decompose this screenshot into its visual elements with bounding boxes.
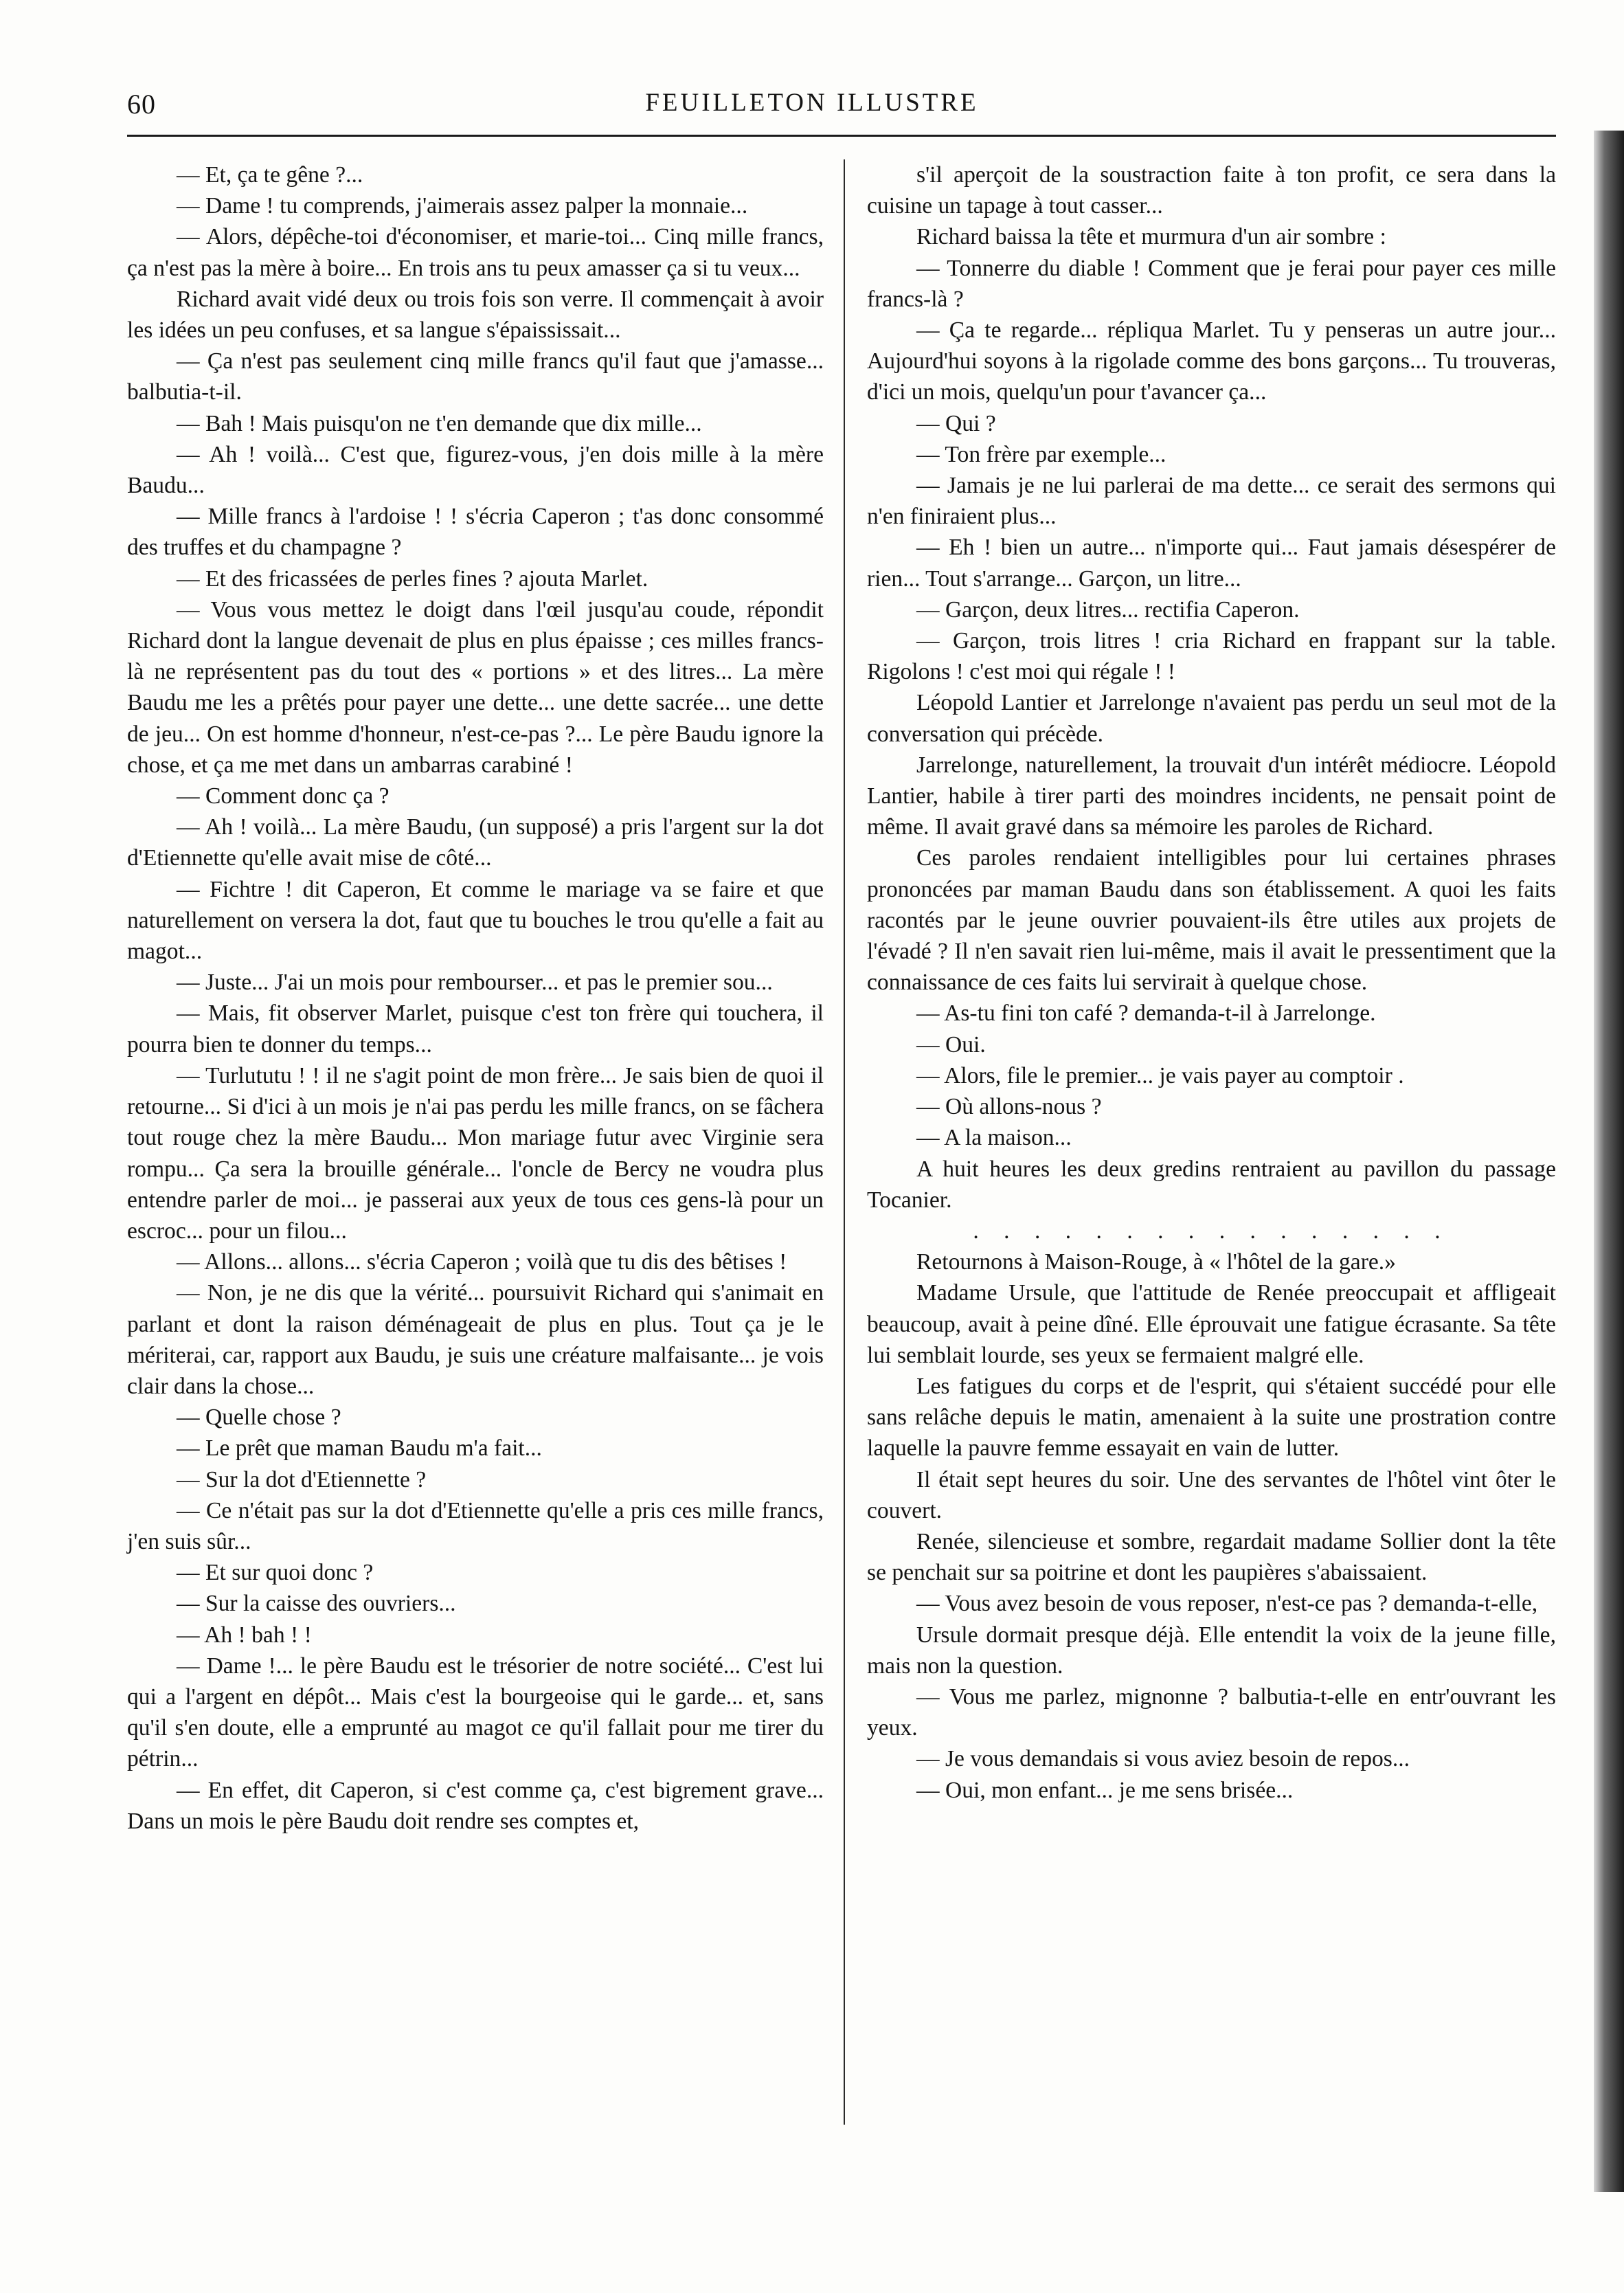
paragraph: — Quelle chose ? (177, 1405, 341, 1431)
paragraph: — Où allons-nous ? (916, 1094, 1102, 1120)
paragraph: Richard baissa la tête et murmura d'un air sombre : (916, 224, 1386, 250)
paragraph: — Jamais je ne lui parlerai de ma dette... ce serait des sermons qui n'en finiraient plus... (867, 473, 1556, 530)
paragraph: — Fichtre ! dit Caperon, Et comme le mariage va se faire et que naturellement on versera la dot, faut que tu bouches le trou qu'elle a fait au magot... (127, 876, 824, 965)
paragraph: A huit heures les deux gredins rentraient au pavillon du passage Tocanier. (867, 1156, 1556, 1213)
paragraph: — Sur la dot d'Etiennette ? (177, 1466, 427, 1492)
paragraph: — Bah ! Mais puisqu'on ne t'en demande que dix mille... (177, 410, 702, 436)
right-column (867, 159, 1556, 1806)
paragraph: Madame Ursule, que l'attitude de Renée preoccupait et affligeait beaucoup, avait à peine dîné. Elle éprouvait une fatigue écrasante. Sa tête lui semblait lourde, ses yeux se fermaient malgré elle. (867, 1280, 1556, 1368)
paragraph: — Vous me parlez, mignonne ? balbutia-t-elle en entr'ouvrant les yeux. (867, 1684, 1556, 1741)
paragraph: — Eh ! bien un autre... n'importe qui... Faut jamais désespérer de rien... Tout s'arrange... Garçon, un litre... (867, 535, 1556, 592)
paragraph: — Allons... allons... s'écria Caperon ; voilà que tu dis des bêtises ! (177, 1249, 787, 1275)
paragraph: — Je vous demandais si vous aviez besoin de repos... (916, 1746, 1410, 1772)
paragraph: Ces paroles rendaient intelligibles pour lui certaines phrases prononcées par maman Baudu dans son établissement. A quoi les faits racontés par le jeune ouvrier pouvaient-ils être utiles aux projets de l'évadé ? Il n'en savait rien lui-même, mais il avait le pressentiment que la connaissance de ces faits lui servirait à quelque chose. (867, 845, 1556, 996)
left-column (127, 159, 824, 1837)
paragraph: — Ah ! bah ! ! (177, 1622, 312, 1648)
paragraph: Richard avait vidé deux ou trois fois son verre. Il commençait à avoir les idées un peu confuses, et sa langue s'épaississait... (127, 286, 824, 344)
running-title: FEUILLETON ILLUSTRE (645, 89, 979, 117)
column-divider (844, 159, 845, 2125)
paragraph: Renée, silencieuse et sombre, regardait madame Sollier dont la tête se penchait sur sa poitrine et dont les paupières s'abaissaient. (867, 1528, 1556, 1586)
paragraph: — Qui ? (916, 410, 996, 436)
paragraph: — Garçon, trois litres ! cria Richard en frappant sur la table. Rigolons ! c'est moi qui régale ! ! (867, 628, 1556, 685)
paragraph: — Et sur quoi donc ? (177, 1560, 374, 1586)
paragraph: — Le prêt que maman Baudu m'a fait... (177, 1435, 542, 1462)
paragraph: — As-tu fini ton café ? demanda-t-il à Jarrelonge. (916, 1000, 1376, 1027)
page-edge-shadow (1594, 131, 1624, 2192)
paragraph: — Oui, mon enfant... je me sens brisée... (916, 1777, 1294, 1803)
paragraph: — Oui. (916, 1031, 986, 1058)
header-rule (127, 135, 1556, 137)
paragraph: — Ton frère par exemple... (916, 441, 1166, 467)
paragraph: . . . . . . . . . . . . . . . . (973, 1218, 1450, 1244)
paragraph: — Turlututu ! ! il ne s'agit point de mon frère... Je sais bien de quoi il retourne... Si d'ici à un mois je n'ai pas perdu les mille francs, on se fâchera tout rouge chez la mère Baudu... Mon mariage futur avec Virginie sera rompu... Ça sera la brouille générale... l'oncle de Bercy ne voudra plus entendre parler de moi... je passerai aux yeux de tous ces gens-là pour un escroc... pour un filou... (127, 1062, 824, 1244)
paragraph: — Vous avez besoin de vous reposer, n'est-ce pas ? demanda-t-elle, (916, 1591, 1538, 1617)
paragraph: Ursule dormait presque déjà. Elle entendit la voix de la jeune fille, mais non la question. (867, 1622, 1556, 1679)
paragraph: — Mille francs à l'ardoise ! ! s'écria Caperon ; t'as donc consommé des truffes et du champagne ? (127, 504, 824, 561)
paragraph: Jarrelonge, naturellement, la trouvait d'un intérêt médiocre. Léopold Lantier, habile à tirer parti des moindres incidents, ne pensait point de même. Il avait gravé dans sa mémoire les paroles de Richard. (867, 752, 1556, 840)
paragraph: Les fatigues du corps et de l'esprit, qui s'étaient succédé pour elle sans relâche depuis le matin, amenaient à la suite une prostration contre laquelle la pauvre femme essayait en vain de lutter. (867, 1373, 1556, 1462)
paragraph: — Ça n'est pas seulement cinq mille francs qu'il faut que j'amasse... balbutia-t-il. (127, 348, 824, 405)
paragraph: — Alors, dépêche-toi d'économiser, et marie-toi... Cinq mille francs, ça n'est pas la mère à boire... En trois ans tu peux amasser ça si tu veux... (127, 224, 824, 281)
paragraph: — Mais, fit observer Marlet, puisque c'est ton frère qui touchera, il pourra bien te donner du temps... (127, 1000, 824, 1058)
paragraph: Léopold Lantier et Jarrelonge n'avaient pas perdu un seul mot de la conversation qui précède. (867, 690, 1556, 747)
paragraph: — Juste... J'ai un mois pour rembourser... et pas le premier sou... (177, 970, 773, 996)
paragraph: — Dame ! tu comprends, j'aimerais assez palper la monnaie... (177, 193, 748, 219)
paragraph: — Ça te regarde... répliqua Marlet. Tu y penseras un autre jour... Aujourd'hui soyons à la rigolade comme des bons garçons... Tu trouveras, d'ici un mois, quelqu'un pour t'avancer ça... (867, 317, 1556, 405)
page-number: 60 (127, 89, 156, 120)
paragraph: — Ce n'était pas sur la dot d'Etiennette qu'elle a pris ces mille francs, j'en suis sûr... (127, 1497, 824, 1554)
paragraph: — Non, je ne dis que la vérité... poursuivit Richard qui s'animait en parlant et dont la raison déménageait de plus en plus. Tout ça je le mériterai, car, rapport aux Baudu, je suis une créature malfaisante... je vois clair dans la chose... (127, 1280, 824, 1399)
paragraph: Il était sept heures du soir. Une des servantes de l'hôtel vint ôter le couvert. (867, 1466, 1556, 1523)
paragraph: — Sur la caisse des ouvriers... (177, 1591, 456, 1617)
paragraph: Retournons à Maison-Rouge, à « l'hôtel de la gare.» (916, 1249, 1396, 1275)
paragraph: — Comment donc ça ? (177, 783, 390, 809)
paragraph: s'il aperçoit de la soustraction faite à ton profit, ce sera dans la cuisine un tapage à tout casser... (867, 162, 1556, 219)
paragraph: — A la maison... (916, 1125, 1072, 1151)
paragraph: — Vous vous mettez le doigt dans l'œil jusqu'au coude, répondit Richard dont la langue devenait de plus en plus épaisse ; ces milles francs-là ne représentent pas du tout des « portions » et des litres... La mère Baudu me les a prêtés pour payer une dette... une dette sacrée... une dette de jeu... On est homme d'honneur, n'est-ce-pas ?... Le père Baudu ignore la chose, et ça me met dans un ambarras carabiné ! (127, 596, 824, 778)
paragraph: — Ah ! voilà... La mère Baudu, (un supposé) a pris l'argent sur la dot d'Etiennette qu'elle avait mise de côté... (127, 814, 824, 871)
paragraph: — En effet, dit Caperon, si c'est comme ça, c'est bigrement grave... Dans un mois le père Baudu doit rendre ses comptes et, (127, 1777, 824, 1834)
paragraph: — Tonnerre du diable ! Comment que je ferai pour payer ces mille francs-là ? (867, 255, 1556, 312)
paragraph: — Ah ! voilà... C'est que, figurez-vous, j'en dois mille à la mère Baudu... (127, 441, 824, 499)
paragraph: — Dame !... le père Baudu est le trésorier de notre société... C'est lui qui a l'argent en dépôt... Mais c'est la bourgeoise qui le garde... et, sans qu'il s'en doute, elle a emprunté au magot ce qu'il fallait pour me tirer du pétrin... (127, 1653, 824, 1772)
paragraph: — Alors, file le premier... je vais payer au comptoir . (916, 1062, 1404, 1088)
paragraph: — Et, ça te gêne ?... (177, 162, 363, 188)
paragraph: — Et des fricassées de perles fines ? ajouta Marlet. (177, 566, 649, 592)
paragraph: — Garçon, deux litres... rectifia Caperon. (916, 596, 1300, 623)
